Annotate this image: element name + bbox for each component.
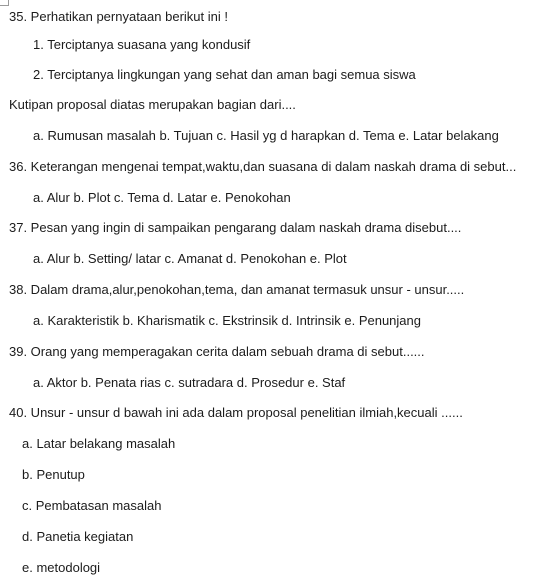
options-37: a. Alur b. Setting/ latar c. Amanat d. Penokohan e. Plot — [33, 251, 347, 266]
statement-2: 2. Terciptanya lingkungan yang sehat dan aman bagi semua siswa — [33, 67, 416, 82]
option-40-c: c. Pembatasan masalah — [22, 498, 162, 513]
option-40-a: a. Latar belakang masalah — [22, 436, 176, 451]
statement-1: 1. Terciptanya suasana yang kondusif — [33, 37, 251, 52]
option-40-d: d. Panetia kegiatan — [22, 529, 134, 544]
options-36: a. Alur b. Plot c. Tema d. Latar e. Penokohan — [33, 190, 291, 205]
question-35-prompt: Kutipan proposal diatas merupakan bagian dari.... — [9, 97, 296, 112]
question-38: 38. Dalam drama,alur,penokohan,tema, dan amanat termasuk unsur - unsur..... — [9, 282, 465, 297]
options-38: a. Karakteristik b. Kharismatik c. Ekstrinsik d. Intrinsik e. Penunjang — [33, 313, 421, 328]
question-36: 36. Keterangan mengenai tempat,waktu,dan suasana di dalam naskah drama di sebut... — [9, 159, 517, 174]
question-40: 40. Unsur - unsur d bawah ini ada dalam proposal penelitian ilmiah,kecuali ...... — [9, 405, 463, 420]
option-40-e: e. metodologi — [22, 560, 101, 575]
question-39: 39. Orang yang memperagakan cerita dalam sebuah drama di sebut...... — [9, 344, 425, 359]
question-37: 37. Pesan yang ingin di sampaikan pengarang dalam naskah drama disebut.... — [9, 220, 462, 235]
corner-mark — [0, 0, 9, 6]
question-35: 35. Perhatikan pernyataan berikut ini ! — [9, 9, 228, 24]
option-40-b: b. Penutup — [22, 467, 85, 482]
options-35: a. Rumusan masalah b. Tujuan c. Hasil yg d harapkan d. Tema e. Latar belakang — [33, 128, 499, 143]
options-39: a. Aktor b. Penata rias c. sutradara d. Prosedur e. Staf — [33, 375, 346, 390]
